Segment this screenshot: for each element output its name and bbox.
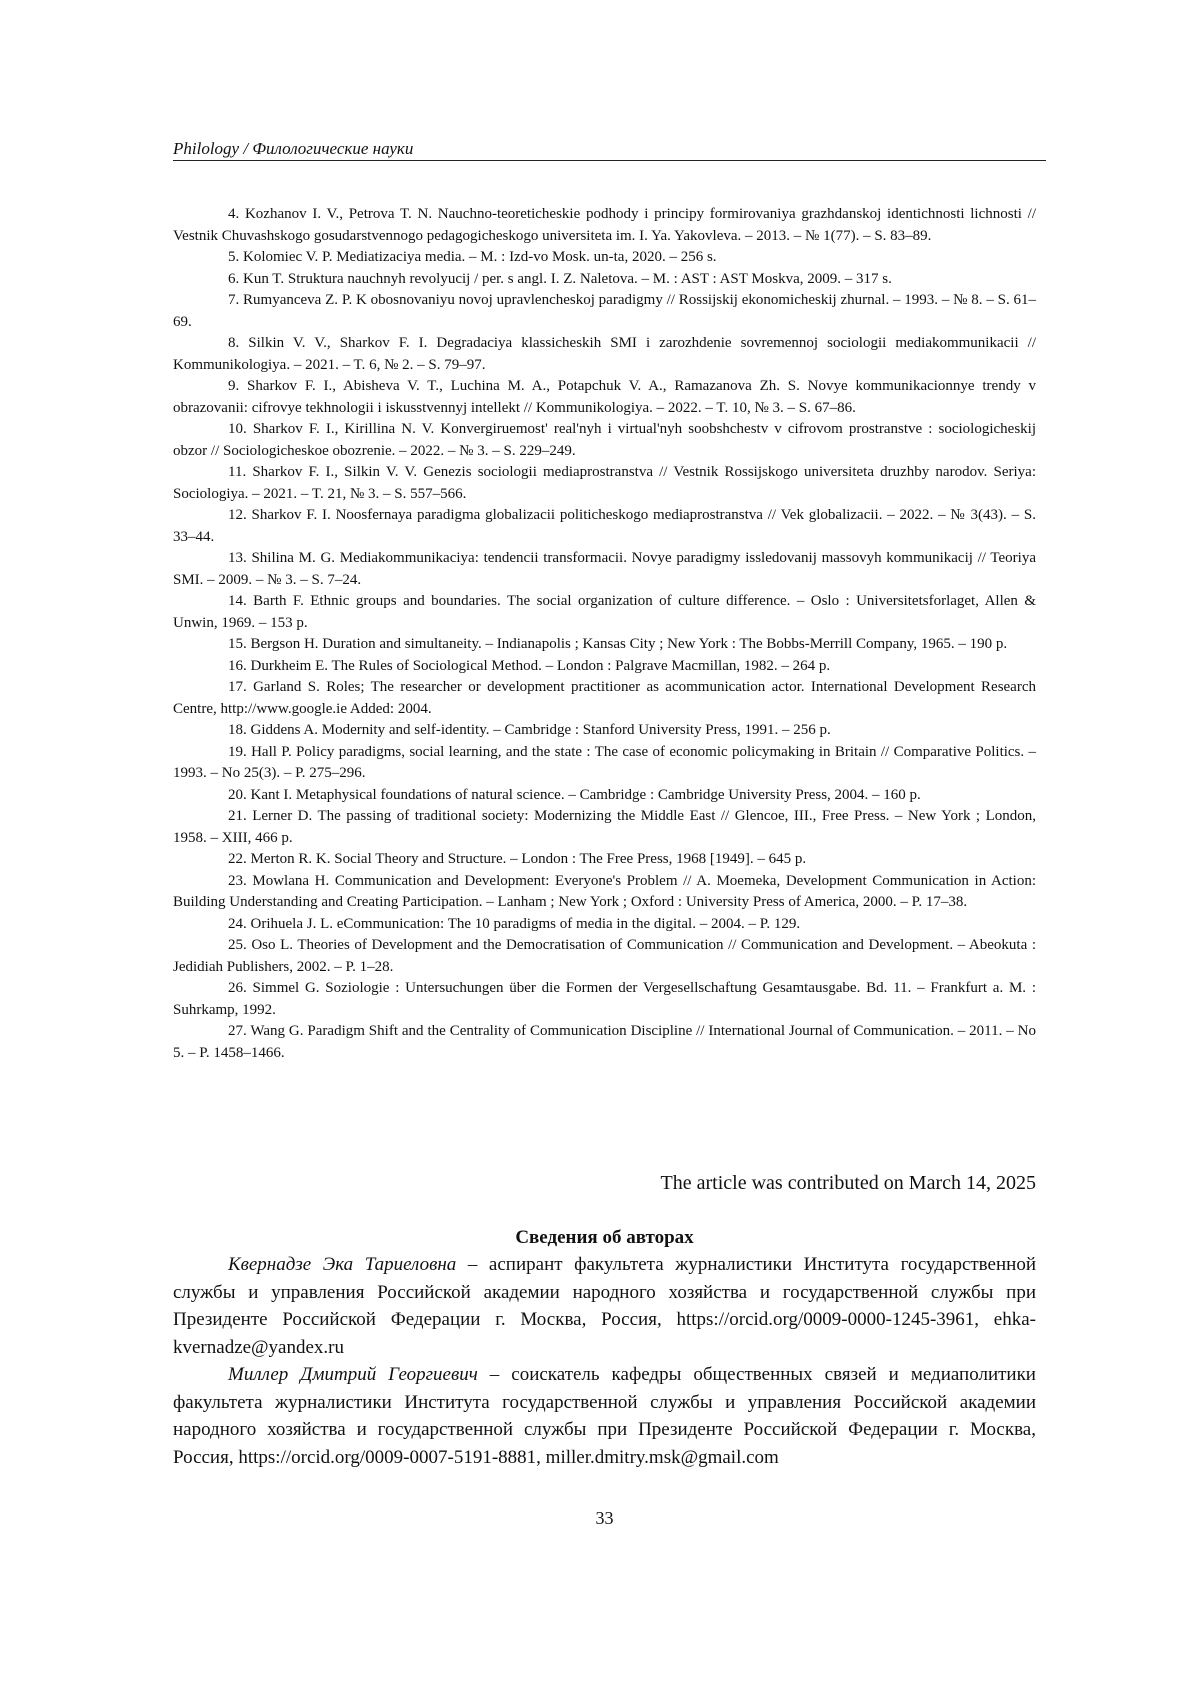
reference-item: 15. Bergson H. Duration and simultaneity. – Indianapolis ; Kansas City ; New York : The Bobbs-Merrill Company, 1965. – 190 p. xyxy=(228,636,1008,652)
reference-item: 21. Lerner D. The passing of traditional society: Modernizing the Middle East // Glencoe, III., Free Press. – New York ; London, 1958. – XIII, 466 p. xyxy=(173,808,1036,846)
reference-item: 14. Barth F. Ethnic groups and boundaries. The social organization of culture difference. – Oslo : Universitetsforlaget, Allen & Unwin, 1969. – 153 p. xyxy=(173,593,1036,631)
reference-item: 19. Hall P. Policy paradigms, social learning, and the state : The case of economic policymaking in Britain // Comparative Politics. – 1993. – No 25(3). – P. 275–296. xyxy=(173,743,1036,781)
reference-item: 27. Wang G. Paradigm Shift and the Centrality of Communication Discipline // International Journal of Communication. – 2011. – No 5. – P. 1458–1466. xyxy=(173,1023,1036,1061)
author-entry xyxy=(173,1251,1036,1361)
authors-heading: Сведения об авторах xyxy=(515,1227,694,1248)
header-divider xyxy=(173,160,1046,161)
reference-item: 20. Kant I. Metaphysical foundations of natural science. – Cambridge : Cambridge University Press, 2004. – 160 p. xyxy=(228,786,921,803)
reference-item: 23. Mowlana H. Communication and Development: Everyone's Problem // A. Moemeka, Development Communication in Action: Building Understanding and Creating Participation. – Lanham ; New York ; Oxford : University Press of America, 2000. – P. 17–38. xyxy=(173,872,1036,910)
reference-item: 7. Rumyanceva Z. P. K obosnovaniyu novoj upravlencheskoj paradigmy // Rossijskij ekonomicheskij zhurnal. – 1993. – № 8. – S. 61–69. xyxy=(173,292,1036,330)
reference-item: 22. Merton R. K. Social Theory and Structure. – London : The Free Press, 1968 [1949]. – 645 p. xyxy=(228,851,807,867)
author-name: Квернадзе Эка Тариеловна xyxy=(228,1254,457,1275)
reference-list xyxy=(173,204,1036,1064)
reference-item: 4. Kozhanov I. V., Petrova T. N. Nauchno-teoreticheskie podhody i principy formirovaniya grazhdanskoj identichnosti lichnosti // Vestnik Chuvashskogo gosudarstvennogo pedagogicheskogo universiteta im. I. Ya. Yakovleva. – 2013. – № 1(77). – S. 83–89. xyxy=(173,206,1036,244)
reference-item: 26. Simmel G. Soziologie : Untersuchungen über die Formen der Vergesellschaftung Gesamtausgabe. Bd. 11. – Frankfurt a. M. : Suhrkamp, 1992. xyxy=(173,980,1036,1018)
authors-info xyxy=(173,1251,1036,1471)
reference-item: 10. Sharkov F. I., Kirillina N. V. Konvergiruemost' real'nyh i virtual'nyh soobshchestv v cifrovom prostranstve : sociologicheskij obzor // Sociologicheskoe obozrenie. – 2022. – № 3. – S. 229–249. xyxy=(173,421,1036,459)
running-header: Philology / Филологические науки xyxy=(173,139,414,158)
reference-item: 16. Durkheim E. The Rules of Sociological Method. – London : Palgrave Macmillan, 1982. – 264 p. xyxy=(228,657,831,674)
reference-item: 9. Sharkov F. I., Abisheva V. T., Luchina M. A., Potapchuk V. A., Ramazanova Zh. S. Novye kommunikacionnye trendy v obrazovanii: cifrovye tekhnologii i iskusstvennyj intellekt // Kommunikologiya. – 2022. – T. 10, № 3. – S. 67–86. xyxy=(173,378,1036,416)
author-name: Миллер Дмитрий Георгиевич xyxy=(228,1364,478,1385)
page-number: 33 xyxy=(595,1508,614,1528)
reference-item: 25. Oso L. Theories of Development and the Democratisation of Communication // Communication and Development. – Abeokuta : Jedidiah Publishers, 2002. – P. 1–28. xyxy=(173,937,1036,975)
reference-item: 11. Sharkov F. I., Silkin V. V. Genezis sociologii mediaprostranstva // Vestnik Rossijskogo universiteta druzhby narodov. Seriya: Sociologiya. – 2021. – T. 21, № 3. – S. 557–566. xyxy=(173,464,1036,502)
reference-item: 24. Orihuela J. L. eCommunication: The 10 paradigms of media in the digital. – 2004. – P. 129. xyxy=(228,915,801,932)
author-details: – соискатель кафедры общественных связей и медиаполитики факультета журналистики Института государственной службы и управления Российской академии народного хозяйства и государственной службы при Президенте Российской Федерации г. Москва, Россия, https://orcid.org/0009-0007-5191-8881, miller.dmitry.msk@gmail.com xyxy=(173,1364,1036,1468)
reference-item: 8. Silkin V. V., Sharkov F. I. Degradaciya klassicheskih SMI i zarozhdenie sovremennoj sociologii mediakommunikacii // Kommunikologiya. – 2021. – T. 6, № 2. – S. 79–97. xyxy=(173,335,1036,373)
reference-item: 17. Garland S. Roles; The researcher or development practitioner as acommunication actor. International Development Research Centre, http://www.google.ie Added: 2004. xyxy=(173,679,1036,717)
reference-item: 6. Kun T. Struktura nauchnyh revolyucij / per. s angl. I. Z. Naletova. – M. : AST : AST Moskva, 2009. – 317 s. xyxy=(228,270,892,287)
reference-item: 12. Sharkov F. I. Noosfernaya paradigma globalizacii politicheskogo mediaprostranstva // Vek globalizacii. – 2022. – № 3(43). – S. 33–44. xyxy=(173,507,1036,545)
reference-item: 5. Kolomiec V. P. Mediatizaciya media. – M. : Izd-vo Mosk. un-ta, 2020. – 256 s. xyxy=(228,249,717,265)
author-entry xyxy=(173,1361,1036,1471)
author-details: – аспирант факультета журналистики Института государственной службы и управления Российской академии народного хозяйства и государственной службы при Президенте Российской Федерации г. Москва, Россия, https://orcid.org/0009-0000-1245-3961, ehka-kvernadze@yandex.ru xyxy=(173,1254,1036,1358)
contributed-date: The article was contributed on March 14, 2025 xyxy=(660,1172,1036,1194)
reference-item: 13. Shilina M. G. Mediakommunikaciya: tendencii transformacii. Novye paradigmy issledovanij massovyh kommunikacij // Teoriya SMI. – 2009. – № 3. – S. 7–24. xyxy=(173,550,1036,588)
reference-item: 18. Giddens A. Modernity and self-identity. – Cambridge : Stanford University Press, 1991. – 256 p. xyxy=(228,722,831,738)
